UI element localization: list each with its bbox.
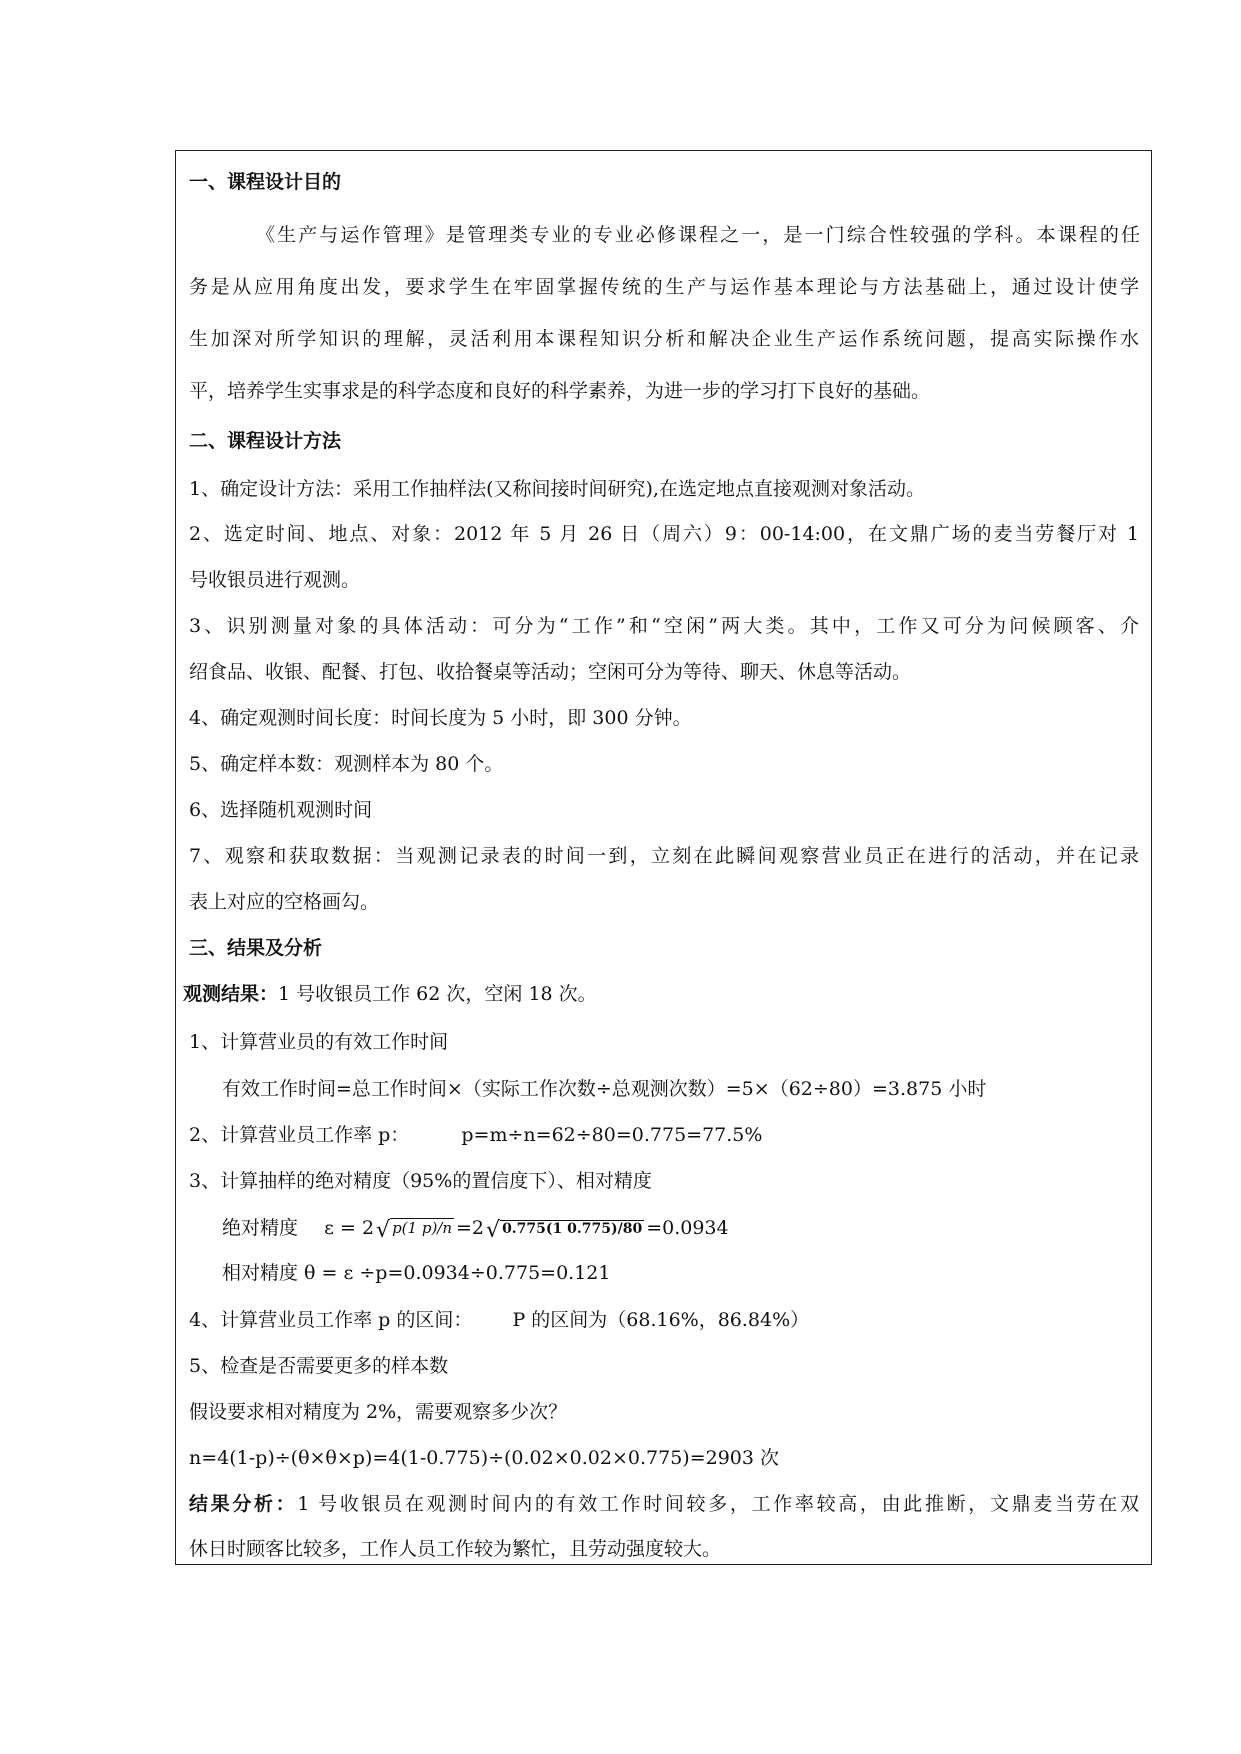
method-item: 6、选择随机观测时间 <box>189 799 373 821</box>
method-item: 5、确定样本数：观测样本为 80 个。 <box>189 753 504 775</box>
observation-result <box>183 985 597 1004</box>
calc-step: 5、检查是否需要更多的样本数 <box>189 1355 449 1377</box>
sqrt-expression: √ p(1 p)/n <box>376 1218 453 1243</box>
calc-step-label: 4、计算营业员工作率 p 的区间： <box>189 1309 473 1331</box>
paragraph-line: 平，培养学生实事求是的科学态度和良好的科学素养，为进一步的学习打下良好的基础。 <box>189 380 931 402</box>
sample-question: 假设要求相对精度为 2%，需要观察多少次？ <box>189 1401 568 1423</box>
analysis-label: 结果分析： <box>189 1493 298 1515</box>
sqrt-radicand: p(1 p)/n <box>392 1219 453 1237</box>
abs-equals: =2 <box>456 1217 485 1239</box>
sqrt-radicand: 0.775(1 0.775)/80 <box>502 1221 643 1237</box>
method-item: 4、确定观测时间长度：时间长度为 5 小时，即 300 分钟。 <box>189 707 692 729</box>
paragraph-line: 《生产与运作管理》是管理类专业的专业必修课程之一，是一门综合性较强的学科。本课程的任 <box>256 224 1140 246</box>
method-item: 号收银员进行观测。 <box>189 569 361 591</box>
section-heading-results: 三、结果及分析 <box>189 937 323 959</box>
method-item: 2、选定时间、地点、对象：2012 年 5 月 26 日（周六）9：00-14:00，在文鼎广场的麦当劳餐厅对 1 <box>189 523 1139 545</box>
formula-sample-size: n=4(1-p)÷(θ×θ×p)=4(1-0.775)÷(0.02×0.02×0.775)=2903 次 <box>189 1447 780 1469</box>
section-heading-purpose: 一、课程设计目的 <box>189 171 342 193</box>
paragraph-line: 务是从应用角度出发，要求学生在牢固掌握传统的生产与运作基本理论与方法基础上，通过设计使学 <box>189 276 1139 298</box>
sqrt-expression: √ 0.775(1 0.775)/80 <box>486 1218 643 1243</box>
formula-relative-precision: 相对精度 θ = ε ÷p=0.0934÷0.775=0.121 <box>222 1262 611 1284</box>
method-item: 表上对应的空格画勾。 <box>189 891 380 913</box>
abs-label: 绝对精度 <box>222 1217 299 1239</box>
formula-absolute-precision <box>222 1217 729 1243</box>
method-item: 7、观察和获取数据：当观测记录表的时间一到，立刻在此瞬间观察营业员正在进行的活动，并在记录 <box>189 845 1139 867</box>
analysis-line <box>189 1495 1139 1514</box>
calc-step-label: 2、计算营业员工作率 p： <box>189 1124 410 1146</box>
formula-effective-time: 有效工作时间=总工作时间×（实际工作次数÷总观测次数）=5×（62÷80）=3.875 小时 <box>222 1078 987 1100</box>
interval-value: P 的区间为（68.16%，86.84%） <box>512 1309 810 1331</box>
calc-step: 3、计算抽样的绝对精度（95%的置信度下）、相对精度 <box>189 1170 652 1192</box>
observation-label: 观测结果： <box>183 983 279 1005</box>
formula-rate: p=m÷n=62÷80=0.775=77.5% <box>461 1124 763 1146</box>
abs-epsilon: ε = 2 <box>324 1217 375 1239</box>
method-item: 3、识别测量对象的具体活动：可分为“工作”和“空闲”两大类。其中，工作又可分为问候顾客、介 <box>189 615 1139 637</box>
analysis-text: 1 号收银员在观测时间内的有效工作时间较多，工作率较高，由此推断，文鼎麦当劳在双 <box>297 1493 1139 1515</box>
method-item: 1、确定设计方法：采用工作抽样法(又称间接时间研究),在选定地点直接观测对象活动。 <box>189 478 925 500</box>
section-heading-method: 二、课程设计方法 <box>189 430 342 452</box>
paragraph-line: 生加深对所学知识的理解，灵活利用本课程知识分析和解决企业生产运作系统问题，提高实际操作水 <box>189 328 1139 350</box>
analysis-line: 休日时顾客比较多，工作人员工作较为繁忙，且劳动强度较大。 <box>189 1538 722 1560</box>
calc-step: 1、计算营业员的有效工作时间 <box>189 1031 449 1053</box>
calc-step-interval <box>189 1311 809 1330</box>
calc-step-rate <box>189 1126 762 1145</box>
observation-text: 1 号收银员工作 62 次，空闲 18 次。 <box>278 983 597 1005</box>
method-item: 绍食品、收银、配餐、打包、收拾餐桌等活动；空闲可分为等待、聊天、休息等活动。 <box>189 661 912 683</box>
abs-result: =0.0934 <box>646 1217 729 1239</box>
